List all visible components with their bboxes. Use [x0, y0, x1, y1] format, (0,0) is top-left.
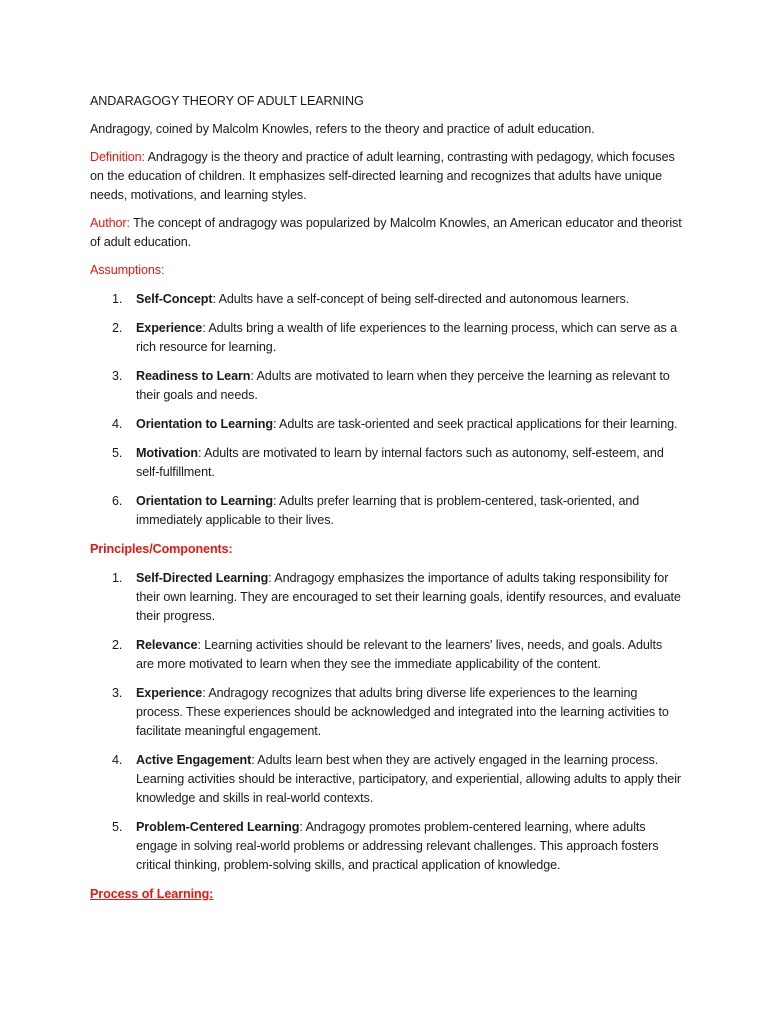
assumptions-heading: Assumptions: — [90, 263, 165, 277]
author-label: Author: — [90, 216, 130, 230]
list-item-term: Experience — [136, 321, 203, 335]
list-item-number: 4. — [112, 417, 123, 431]
list-item-number: 6. — [112, 494, 123, 508]
list-item-text: : Adults learn best when they are actively engaged in the learning process. Learning activities should be interactive, participatory, and experiential, allowing adults to apply their knowledge and skills in real-world contexts. — [136, 753, 682, 805]
list-item-term: Orientation to Learning — [136, 494, 273, 508]
list-item-text: : Andragogy emphasizes the importance of adults taking responsibility for their own learning. They are encouraged to set their learning goals, identify resources, and evaluate their progress. — [136, 571, 681, 623]
list-item-text: : Andragogy recognizes that adults bring diverse life experiences to the learning process. These experiences should be acknowledged and integrated into the learning activities to facilitate meaningful engagement. — [136, 686, 669, 738]
process-heading — [90, 885, 682, 904]
list-item — [90, 636, 682, 674]
list-item — [90, 290, 682, 309]
list-item-term: Relevance — [136, 638, 198, 652]
list-item-number: 2. — [112, 321, 123, 335]
process-heading-text: Process of Learning: — [90, 887, 214, 901]
list-item-term: Experience — [136, 686, 203, 700]
list-item-text: : Learning activities should be relevant to the learners' lives, needs, and goals. Adults are more motivated to learn when they see the immediate applicability of the content. — [136, 638, 663, 671]
list-item — [90, 751, 682, 808]
list-item-text: : Adults prefer learning that is problem-centered, task-oriented, and immediately applicable to their lives. — [136, 494, 640, 527]
list-item — [90, 444, 682, 482]
list-item-term: Orientation to Learning — [136, 417, 273, 431]
principles-heading: Principles/Components: — [90, 542, 233, 556]
list-item — [90, 415, 682, 434]
list-item-number: 3. — [112, 686, 123, 700]
author-text: The concept of andragogy was popularized by Malcolm Knowles, an American educator and theorist of adult education. — [90, 216, 682, 249]
intro-paragraph: Andragogy, coined by Malcolm Knowles, refers to the theory and practice of adult education. — [90, 122, 595, 136]
list-item-number: 1. — [112, 571, 123, 585]
list-item — [90, 319, 682, 357]
list-item-number: 5. — [112, 820, 123, 834]
principles-list — [90, 569, 682, 875]
list-item — [90, 818, 682, 875]
list-item-number: 3. — [112, 369, 123, 383]
list-item-text: : Adults are motivated to learn by internal factors such as autonomy, self-esteem, and self-fulfillment. — [136, 446, 664, 479]
list-item-number: 4. — [112, 753, 123, 767]
definition-text: Andragogy is the theory and practice of adult learning, contrasting with pedagogy, which focuses on the education of children. It emphasizes self-directed learning and recognizes that adults have unique needs, motivations, and learning styles. — [90, 150, 675, 202]
list-item-text: : Adults are task-oriented and seek practical applications for their learning. — [272, 417, 678, 431]
list-item-term: Motivation — [136, 446, 198, 460]
list-item — [90, 569, 682, 626]
list-item-term: Self-Directed Learning — [136, 571, 269, 585]
list-item — [90, 684, 682, 741]
definition-label: Definition: — [90, 150, 145, 164]
document-title: ANDARAGOGY THEORY OF ADULT LEARNING — [90, 94, 364, 108]
list-item-term: Active Engagement — [136, 753, 252, 767]
list-item-text: : Adults bring a wealth of life experiences to the learning process, which can serve as a rich resource for learning. — [136, 321, 678, 354]
author-paragraph — [90, 214, 682, 252]
list-item-text: : Andragogy promotes problem-centered learning, where adults engage in solving real-world problems or addressing relevant challenges. This approach fosters critical thinking, problem-solving skills, and practical application of knowledge. — [136, 820, 659, 872]
list-item-text: : Adults are motivated to learn when they perceive the learning as relevant to their goals and needs. — [136, 369, 670, 402]
definition-paragraph — [90, 148, 682, 205]
document-page — [90, 92, 682, 914]
list-item-text: : Adults have a self-concept of being self-directed and autonomous learners. — [212, 292, 630, 306]
list-item-number: 1. — [112, 292, 123, 306]
list-item-term: Self-Concept — [136, 292, 213, 306]
list-item — [90, 367, 682, 405]
list-item-term: Problem-Centered Learning — [136, 820, 300, 834]
list-item — [90, 492, 682, 530]
list-item-number: 5. — [112, 446, 123, 460]
assumptions-list — [90, 290, 682, 530]
list-item-number: 2. — [112, 638, 123, 652]
list-item-term: Readiness to Learn — [136, 369, 251, 383]
